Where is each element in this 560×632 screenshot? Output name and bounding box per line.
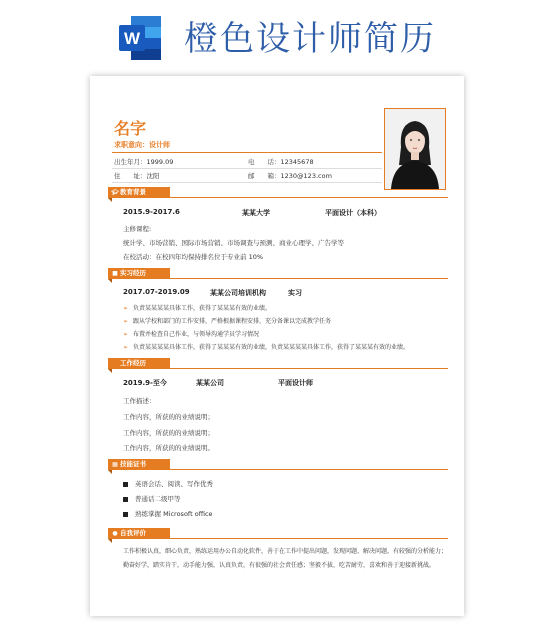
section-title: 实习经历 bbox=[120, 269, 146, 277]
job-intent: 求职意向：设计师 bbox=[114, 141, 170, 149]
arrow-bullet-icon: ➢ bbox=[123, 318, 129, 325]
section-header-education bbox=[108, 187, 448, 198]
email-row bbox=[248, 171, 332, 180]
edu-school: 某某大学 bbox=[242, 209, 270, 217]
square-bullet-icon bbox=[123, 482, 128, 487]
candidate-name: 名字 bbox=[114, 119, 147, 138]
arrow-bullet-icon: ➢ bbox=[123, 344, 129, 351]
profile-photo bbox=[384, 108, 446, 190]
section-title: 技能证书 bbox=[120, 460, 146, 468]
info-divider-2 bbox=[112, 182, 382, 183]
list-item: ➢ 负责某某某某具体工作，获得了某某某有效的业绩，负责某某某某具体工作，获得了某某某有效的业绩。 bbox=[123, 344, 410, 351]
resume-page bbox=[90, 76, 464, 616]
work-role: 平面设计师 bbox=[278, 379, 313, 387]
work-period: 2019.9-至今 bbox=[123, 379, 167, 387]
list-item: ➢ 负责某某某某具体工作，获得了某某某有效的业绩。 bbox=[123, 305, 272, 312]
work-company: 某某公司 bbox=[196, 379, 224, 387]
square-bullet-icon bbox=[123, 497, 128, 502]
arrow-bullet-icon: ➢ bbox=[123, 331, 129, 338]
work-desc-label: 工作描述： bbox=[123, 397, 156, 405]
list-item: ➢ 布置并检查自己作业，与领导沟通学员学习情况 bbox=[123, 331, 260, 338]
list-item: 熟练掌握 Microsoft office bbox=[123, 509, 213, 518]
intern-company: 某某公司培训机构 bbox=[210, 289, 266, 297]
graduation-cap-icon: 🎓︎ bbox=[111, 189, 119, 196]
phone-row bbox=[248, 157, 314, 166]
arrow-bullet-icon: ➢ bbox=[123, 305, 129, 312]
address-value: 沈阳 bbox=[146, 172, 160, 180]
intern-role: 实习 bbox=[288, 289, 302, 297]
work-line: 工作内容，所获的的业绩说明； bbox=[123, 429, 214, 437]
list-item: 普通话二级甲等 bbox=[123, 494, 181, 503]
square-bullet-icon bbox=[123, 512, 128, 517]
list-item: 英语会话、阅读、写作优秀 bbox=[123, 479, 213, 488]
section-title: 工作经历 bbox=[120, 359, 146, 367]
birth-label: 出生年月： bbox=[114, 158, 147, 166]
header-divider bbox=[112, 152, 382, 153]
grid-icon: ▦ bbox=[112, 461, 118, 468]
edu-activity: 在校活动：在校四年均保持排名位于专业前 10% bbox=[123, 253, 264, 261]
work-line: 工作内容，所获的的业绩说明； bbox=[123, 413, 214, 421]
edu-major: 平面设计（本科） bbox=[325, 209, 381, 217]
portrait-image bbox=[385, 109, 445, 189]
self-evaluation-text: 工作积极认真，细心负责，熟练运用办公自动化软件，善于在工作中提出问题，发现问题、解决问题，有较强的分析能力；勤奋好学，踏实肯干，动手能力强，认真负责，有很强的社会责任感；坚毅不拔，吃苦耐劳，喜欢和善于迎接新挑战。 bbox=[123, 548, 448, 569]
section-header-skills bbox=[108, 459, 448, 470]
birth-row bbox=[114, 157, 173, 166]
intern-period: 2017.07-2019.09 bbox=[123, 288, 190, 296]
banner-title: 橙色设计师简历 bbox=[184, 19, 436, 59]
briefcase-icon: ■ bbox=[112, 270, 118, 277]
section-header-work bbox=[108, 358, 448, 369]
phone-value: 12345678 bbox=[280, 158, 314, 166]
section-header-internship bbox=[108, 268, 448, 279]
address-row bbox=[114, 171, 160, 180]
birth-value: 1999.09 bbox=[146, 158, 174, 166]
info-divider bbox=[112, 168, 382, 169]
email-value: 1230@123.com bbox=[280, 172, 332, 180]
email-label: 邮 箱： bbox=[248, 172, 281, 180]
list-item: ➢ 跟从学校和部门的工作安排，严格根据课程安排，充分备课以完成教学任务 bbox=[123, 318, 332, 325]
address-label: 住 址： bbox=[114, 172, 147, 180]
word-document-icon bbox=[119, 14, 163, 62]
phone-label: 电 话： bbox=[248, 158, 281, 166]
banner bbox=[0, 0, 560, 78]
svg-text:W: W bbox=[123, 29, 141, 48]
section-title: 教育背景 bbox=[120, 188, 146, 196]
edu-period: 2015.9-2017.6 bbox=[123, 208, 180, 216]
edu-courses-label: 主修课程: bbox=[123, 225, 152, 233]
edu-courses: 统计学、市场营销、国际市场营销、市场调查与预测、商业心理学、广告学等 bbox=[123, 239, 344, 247]
section-header-self bbox=[108, 528, 448, 539]
work-line: 工作内容，所获的的业绩说明。 bbox=[123, 444, 214, 452]
section-title: 自我评价 bbox=[120, 529, 146, 537]
speech-bubble-icon: ● bbox=[112, 530, 118, 537]
